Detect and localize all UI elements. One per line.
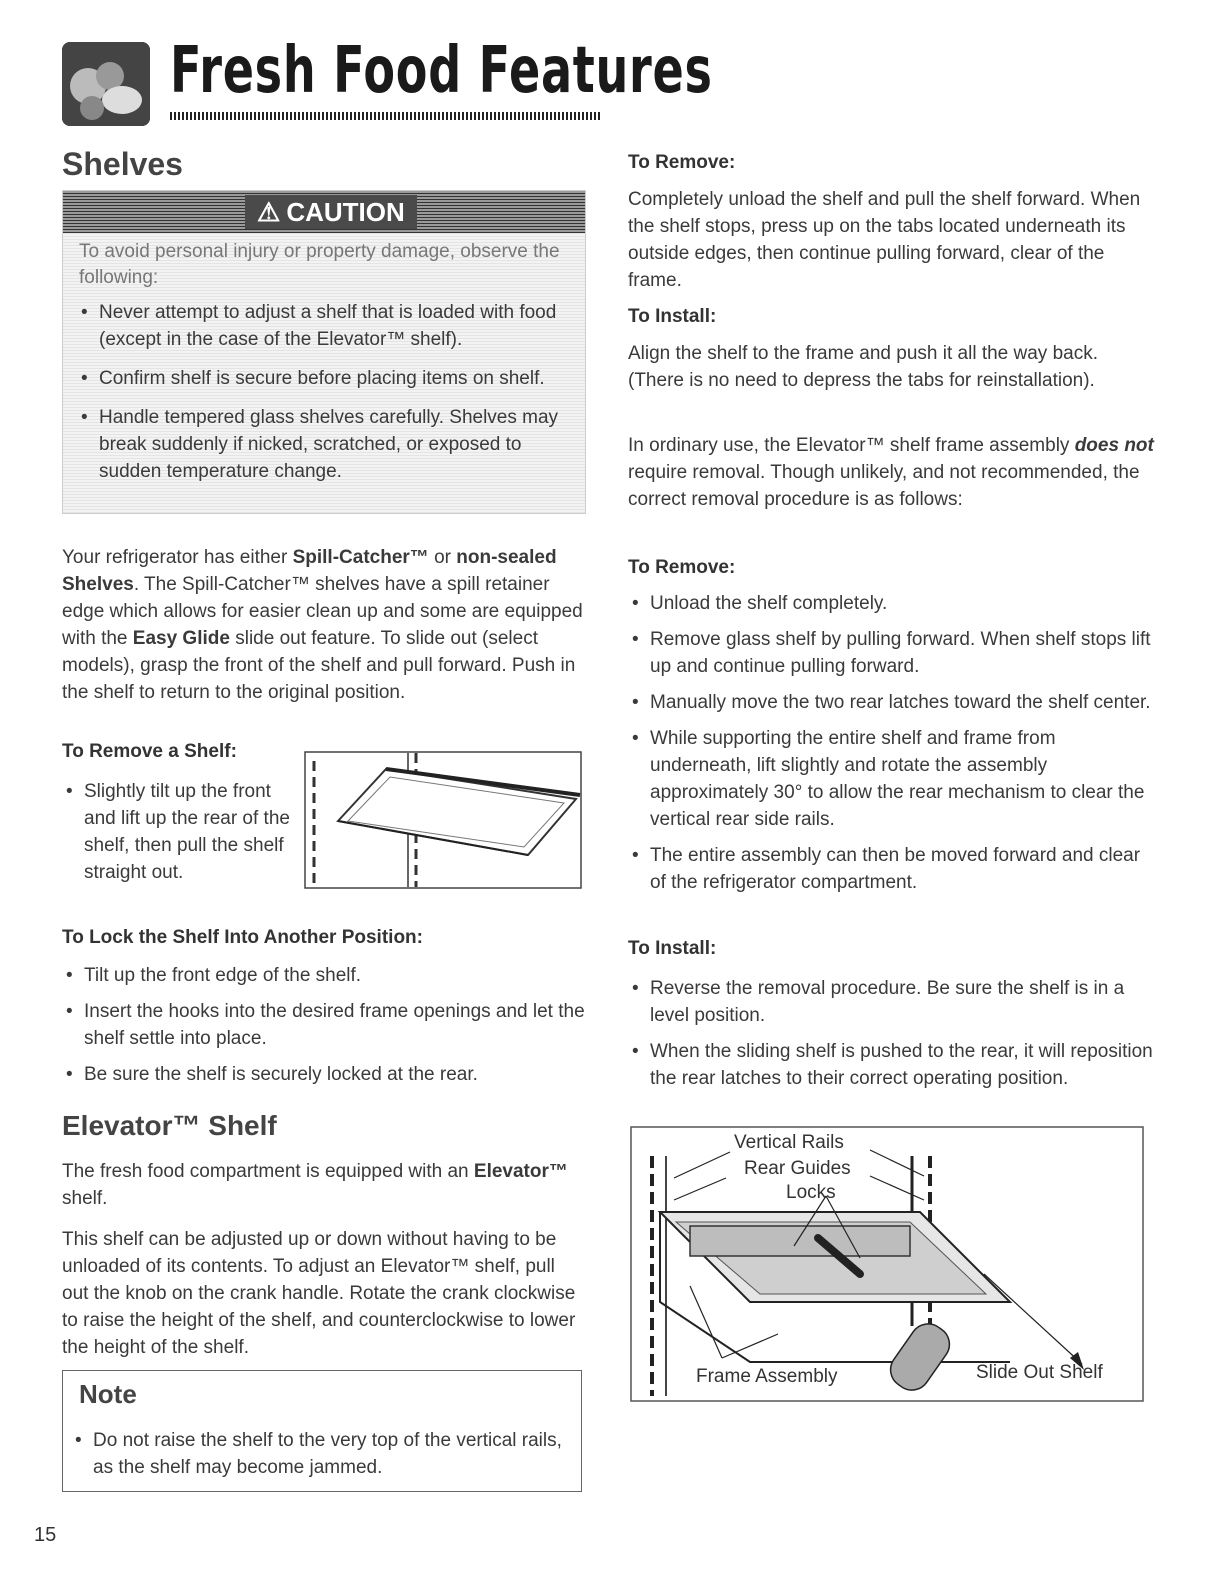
- page-number: 15: [34, 1524, 57, 1546]
- remove-text-1: Completely unload the shelf and pull the shelf forward. When the shelf stops, press up on the tabs located underneath its outside edges, then continue pulling forward, clear of the frame.: [628, 189, 1141, 291]
- title-rule: [170, 112, 600, 120]
- install-item: • Reverse the removal procedure. Be sure the shelf is in a level position.: [628, 975, 1154, 1029]
- rear-guides-label: Rear Guides: [744, 1158, 851, 1179]
- remove-heading-2: To Remove:: [628, 557, 736, 578]
- caution-bar: [63, 191, 585, 233]
- remove-shelf-heading: To Remove a Shelf:: [62, 741, 237, 762]
- caution-list: [77, 299, 573, 485]
- locks-label: Locks: [786, 1182, 836, 1203]
- shelf-removal-illustration: [304, 751, 582, 889]
- caution-item: • Confirm shelf is secure before placing items on shelf.: [77, 365, 573, 392]
- note-list: [71, 1427, 567, 1481]
- remove-item: • Unload the shelf completely.: [628, 590, 1154, 617]
- install-item: • When the sliding shelf is pushed to the rear, it will reposition the rear latches to their correct operating position.: [628, 1038, 1154, 1092]
- frame-assembly-label: Frame Assembly: [696, 1366, 838, 1387]
- lock-shelf-item: • Be sure the shelf is securely locked at the rear.: [62, 1061, 586, 1088]
- caution-intro: To avoid personal injury or property damage, observe the following:: [79, 241, 560, 288]
- lock-shelf-item: • Tilt up the front edge of the shelf.: [62, 962, 586, 989]
- note-title: Note: [79, 1379, 137, 1409]
- fresh-food-icon: [62, 42, 150, 126]
- page-title: Fresh Food Features: [170, 34, 713, 108]
- lock-shelf-list: [62, 962, 586, 1088]
- elevator-para-2: This shelf can be adjusted up or down without having to be unloaded of its contents. To adjust an Elevator™ shelf, pull out the knob on the crank handle. Rotate the crank clockwise to raise the height of the shelf, and counterclockwise to lower the height of the shelf.: [62, 1229, 576, 1358]
- install-list-2: [628, 975, 1154, 1092]
- remove-item: • Remove glass shelf by pulling forward. When shelf stops lift up and continue pulling forward.: [628, 626, 1154, 680]
- install-heading-2: To Install:: [628, 938, 717, 959]
- shelves-heading: Shelves: [62, 146, 183, 182]
- note-item: • Do not raise the shelf to the very top of the vertical rails, as the shelf may become jammed.: [71, 1427, 567, 1481]
- remove-item: • While supporting the entire shelf and frame from underneath, lift slightly and rotate the assembly approximately 30° to allow the rear mechanism to clear the vertical rear side rails.: [628, 725, 1154, 833]
- install-heading-1: To Install:: [628, 306, 717, 327]
- lock-shelf-item: • Insert the hooks into the desired frame openings and let the shelf settle into place.: [62, 998, 586, 1052]
- warning-icon: ⚠: [257, 197, 281, 227]
- install-text-1: Align the shelf to the frame and push it all the way back. (There is no need to depress the tabs for reinstallation).: [628, 343, 1098, 391]
- caution-label: [245, 195, 417, 229]
- elevator-para-1: The fresh food compartment is equipped with an Elevator™ shelf.: [62, 1161, 568, 1209]
- caution-box: [62, 190, 586, 514]
- shelves-intro: Your refrigerator has either Spill-Catcher™ or non-sealed Shelves. The Spill-Catcher™ shelves have a spill retainer edge which allows for easier clean up and some are equipped with the Easy Glide slide out feature. To slide out (select models), grasp the front of the shelf and pull forward. Push in the shelf to return to the original position.: [62, 547, 583, 703]
- ordinary-use-text: In ordinary use, the Elevator™ shelf frame assembly does not require removal. Though unlikely, and not recommended, the correct removal procedure is as follows:: [628, 435, 1154, 510]
- note-box: [62, 1370, 582, 1492]
- elevator-heading: Elevator™ Shelf: [62, 1110, 277, 1141]
- remove-item: • The entire assembly can then be moved forward and clear of the refrigerator compartment.: [628, 842, 1154, 896]
- caution-item: • Never attempt to adjust a shelf that is loaded with food (except in the case of the Elevator™ shelf).: [77, 299, 573, 353]
- remove-item: • Manually move the two rear latches toward the shelf center.: [628, 689, 1154, 716]
- slide-out-shelf-label: Slide Out Shelf: [976, 1362, 1103, 1383]
- vertical-rails-label: Vertical Rails: [734, 1132, 844, 1153]
- elevator-shelf-diagram: [630, 1126, 1144, 1402]
- caution-label-text: CAUTION: [286, 197, 405, 227]
- lock-shelf-heading: To Lock the Shelf Into Another Position:: [62, 927, 423, 948]
- remove-heading-1: To Remove:: [628, 152, 736, 173]
- remove-shelf-item: • Slightly tilt up the front and lift up the rear of the shelf, then pull the shelf straight out.: [62, 778, 292, 886]
- caution-item: • Handle tempered glass shelves carefully. Shelves may break suddenly if nicked, scratched, or exposed to sudden temperature change.: [77, 404, 573, 485]
- remove-shelf-list: [62, 778, 292, 886]
- remove-list-2: [628, 590, 1154, 896]
